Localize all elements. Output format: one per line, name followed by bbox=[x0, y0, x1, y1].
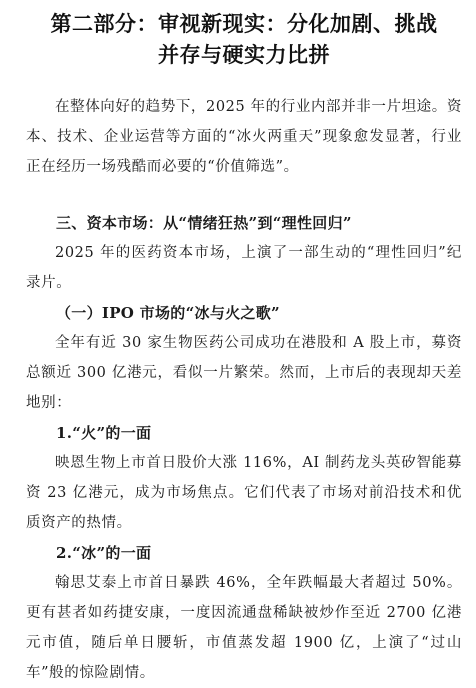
point-heading-fire: 1.“火”的一面 bbox=[56, 424, 152, 442]
title-line-2: 并存与硬实力比拼 bbox=[158, 42, 330, 67]
page-title bbox=[26, 8, 462, 70]
point-heading-ice: 2.“冰”的一面 bbox=[56, 544, 152, 562]
section-heading-capital-market: 三、资本市场：从“情绪狂热”到“理性回归” bbox=[56, 214, 352, 232]
ice-paragraph: 翰思艾泰上市首日暴跌 46%，全年跌幅最大者超过 50%。更有甚者如药捷安康，一度因流通盘稀缺被炒作至近 2700 亿港元市值，随后单日腰斩，市值蒸发超 1900 亿，上演了“过山车”般的惊险剧情。 bbox=[26, 575, 462, 681]
ipo-paragraph: 全年有近 30 家生物医药公司成功在港股和 A 股上市，募资总额近 300 亿港元，看似一片繁荣。然而，上市后的表现却天差地别： bbox=[26, 335, 462, 411]
intro-paragraph: 在整体向好的趋势下，2025 年的行业内部并非一片坦途。资本、技术、企业运营等方面的“冰火两重天”现象愈发显著，行业正在经历一场残酷而必要的“价值筛选”。 bbox=[26, 99, 462, 175]
subsection-heading-ipo: （一）IPO 市场的“冰与火之歌” bbox=[56, 304, 280, 322]
section-intro-paragraph: 2025 年的医药资本市场，上演了一部生动的“理性回归”纪录片。 bbox=[26, 245, 462, 291]
fire-paragraph: 映恩生物上市首日股价大涨 116%，AI 制药龙头英矽智能募资 23 亿港元，成为市场焦点。它们代表了市场对前沿技术和优质资产的热情。 bbox=[26, 455, 462, 531]
title-line-1: 第二部分：审视新现实：分化加剧、挑战 bbox=[50, 11, 438, 36]
